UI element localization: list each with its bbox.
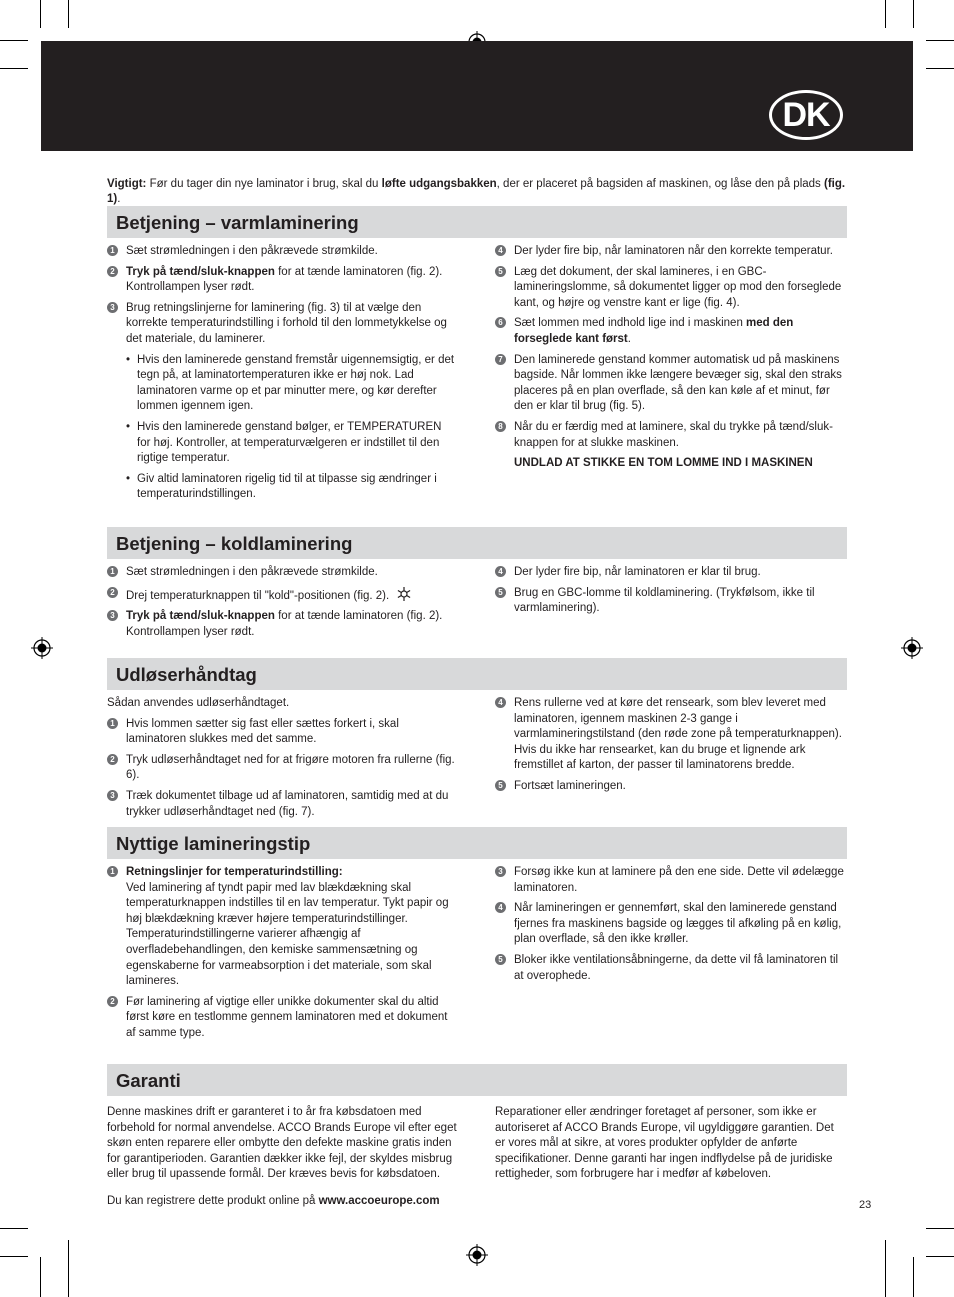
item-text: Drej temperaturknappen til "kold"-positionen (fig. 2). [126,589,390,602]
step-number-icon: 4 [495,902,506,913]
list-item [495,901,847,948]
step-number-icon: 1 [107,866,118,877]
crop-mark [40,1257,41,1297]
item-text: Tryk udløserhåndtaget ned for at frigøre motoren fra rullerne (fig. 6). [126,753,455,782]
list-item [495,586,847,617]
left-column [107,1105,457,1215]
section-title: Betjening – koldlaminering [107,527,847,559]
list-item [495,316,847,347]
list-item [107,244,457,260]
step-number-icon: 5 [495,780,506,791]
intro-bold: løfte udgangsbakken [381,178,497,190]
list-item [495,779,847,795]
step-number-icon: 5 [495,266,506,277]
crop-mark [926,1228,954,1229]
list-item [107,609,457,640]
crop-mark [0,1228,28,1229]
crop-mark [885,1240,886,1297]
intro-text: . [117,193,121,205]
left-column [107,696,457,825]
step-number-icon: 2 [107,587,118,598]
list-item [107,789,457,820]
list-item [107,995,457,1042]
crop-mark [0,40,28,41]
step-number-icon: 3 [495,866,506,877]
step-number-icon: 5 [495,954,506,965]
step-number-icon: 7 [495,354,506,365]
list-item [107,717,457,748]
item-text: Sæt strømledningen i den påkrævede strømkilde. [126,566,378,578]
intro-notice [107,177,847,207]
section-release-lever [107,658,847,825]
list-item [495,865,847,896]
step-number-icon: 1 [107,566,118,577]
section-hot-lamination [107,206,847,508]
item-text: Brug en GBC-lomme til koldlaminering. (Trykfølsom, ikke til varmlaminering). [514,586,815,615]
item-text: for at tænde laminatoren (fig. 2). Kontrollampen lyser rødt. [126,610,443,638]
crop-mark [885,0,886,28]
item-text: Hvis lommen sætter sig fast eller sættes forkert i, skal laminatoren slukkes med det samme. [126,717,399,746]
item-text: Der lyder fire bip, når laminatoren når den korrekte temperatur. [514,245,833,257]
warranty-paragraph: Denne maskines drift er garanteret i to år fra købsdatoen med forbehold for normal anvendelse. ACCO Brands Europe vil efter eget skøn enten reparere eller ombytte den defekte maskine gratis inden for garantiperioden. Garantien dækker ikke fejl, der skyldes misbrug eller brug til upassende formål. Der kræves bevis for købsdatoen. [107,1106,457,1181]
step-number-icon: 6 [495,317,506,328]
snowflake-icon [396,586,412,602]
step-number-icon: 1 [107,245,118,256]
warning-text: UNDLAD AT STIKKE EN TOM LOMME IND I MASKINEN [514,457,813,470]
crop-mark [0,68,28,69]
list-item [107,565,457,581]
step-number-icon: 2 [107,754,118,765]
section-cold-lamination [107,527,847,645]
list-item [107,265,457,296]
crop-mark [68,1240,69,1297]
step-number-icon: 3 [107,790,118,801]
left-column [107,565,457,645]
step-number-icon: 8 [495,421,506,432]
right-column [495,565,847,645]
step-number-icon: 2 [107,266,118,277]
step-number-icon: 1 [107,718,118,729]
crop-mark [0,1256,28,1257]
section-title: Udløserhåndtag [107,658,847,690]
item-bold: Tryk på tænd/sluk-knappen [126,610,275,623]
intro-text: , der er placeret på bagsiden af maskinen, og låse den på plads [496,178,824,190]
item-bold: Tryk på tænd/sluk-knappen [126,265,275,278]
list-item [495,353,847,415]
right-column [495,865,847,1047]
crop-mark [913,0,914,28]
step-number-icon: 3 [107,610,118,621]
list-item [107,301,457,348]
step-number-icon: 5 [495,587,506,598]
item-text: Fortsæt lamineringen. [514,779,626,792]
item-bold: Retningslinjer for temperaturindstilling: [126,866,343,878]
item-text: Før laminering af vigtige eller unikke dokumenter skal du altid først køre en testlomme gennem laminatoren med et dokument af samme type. [126,995,448,1039]
section-title: Nyttige lamineringstip [107,827,847,859]
list-item [107,753,457,784]
list-item [495,265,847,312]
list-item [107,586,457,605]
registration-mark-icon [901,637,923,659]
step-number-icon: 2 [107,996,118,1007]
item-text: Den laminerede genstand kommer automatisk ud på maskinens bagside. Når lommen ikke længere bevæger sig, skal den straks placeres på en plan overflade, så den kan køle af et minut, før den er klar til brug (fig. 5). [514,353,842,413]
right-column [495,696,847,825]
section-intro: Sådan anvendes udløserhåndtaget. [107,697,290,709]
item-text: Sæt lommen med indhold lige ind i maskinen [514,317,747,330]
intro-bold: (fig. 1) [107,178,846,205]
register-paragraph [107,1194,457,1210]
item-text: . [627,332,631,345]
item-text: for at tænde laminatoren (fig. 2). Kontrollampen lyser rødt. [126,265,443,294]
registration-mark-icon [31,637,53,659]
register-text: Du kan registrere dette produkt online på [107,1194,319,1207]
bullet-item: • Hvis den laminerede genstand fremstår uigennemsigtig, er det tegn på, at laminatortemperaturen ikke er høj nok. Lad laminatoren varme op et par minutter mere, og kør derefter lommen igennem igen. [107,353,457,415]
section-title: Betjening – varmlaminering [107,206,847,238]
page-number: 23 [859,1199,872,1211]
language-badge: DK [769,90,843,140]
crop-mark [926,40,954,41]
bullet-item: • Hvis den laminerede genstand bølger, er TEMPERATUREN for høj. Kontroller, at temperaturvælgeren er indstillet til den rigtige temperatur. [107,420,457,467]
register-link[interactable]: www.accoeurope.com [318,1194,440,1207]
section-warranty [107,1064,847,1215]
section-tips [107,827,847,1047]
right-column [495,244,847,508]
list-item [107,865,457,990]
item-text: Når lamineringen er gennemført, skal den laminerede genstand fjernes fra maskinens bagside og lægges til afkøling på en kølig, plan overflade, så den ikke krøller. [514,902,842,946]
step-number-icon: 4 [495,566,506,577]
list-item [495,696,847,774]
item-text: Læg det dokument, der skal lamineres, i en GBC-lamineringslomme, så dokumentet ligger op mod den forseglede kant, og højre og venstre kant er lige (fig. 4). [514,265,842,309]
intro-text: Før du tager din nye laminator i brug, skal du [146,178,382,190]
step-number-icon: 4 [495,697,506,708]
right-column [495,1105,847,1215]
item-text: Når du er færdig med at laminere, skal du trykke på tænd/sluk-knappen for at slukke maskinen. [514,420,833,449]
left-column [107,244,457,508]
crop-mark [926,1256,954,1257]
item-text: Forsøg ikke kun at laminere på den ene side. Dette vil ødelægge laminatoren. [514,866,844,894]
step-number-icon: 3 [107,302,118,313]
item-bold: med den forseglede kant først [514,317,794,345]
registration-mark-icon [466,1244,488,1266]
item-text: Bloker ikke ventilationsåbningerne, da dette vil få laminatoren til at overophede. [514,953,839,982]
crop-mark [913,1257,914,1297]
crop-mark [68,0,69,28]
item-text: Rens rullerne ved at køre det renseark, som blev leveret med laminatoren, igennem maskinen 2-3 gange i varmlamineringstilstand (den røde zone på temperaturknappen). Hvis du ikke har rensearket, kan du bruge et lignende ark fremstillet af karton, der passer til laminatorens bredde. [514,697,842,772]
list-item [495,420,847,451]
bullet-item: • Giv altid laminatoren rigelig tid til at tilpasse sig ændringer i temperaturindstillingen. [107,472,457,503]
item-text: Træk dokumentet tilbage ud af laminatoren, samtidig med at du trykker udløserhåndtaget ned (fig. 7). [126,789,449,818]
item-text: Der lyder fire bip, når laminatoren er klar til brug. [514,566,761,578]
item-text: Sæt strømledningen i den påkrævede strømkilde. [126,245,378,257]
section-title: Garanti [107,1064,847,1096]
warranty-paragraph: Reparationer eller ændringer foretaget af personer, som ikke er autoriseret af ACCO Brands Europe, vil ugyldiggøre garantien. Det er vores mål at sikre, at vores produkter opfylder de anførte specifikationer. Denne garanti har ingen indflydelse på de juridiske rettigheder, som forbrugere har i medfør af købeloven. [495,1106,834,1181]
list-item [495,953,847,984]
intro-lead: Vigtigt: [107,178,147,190]
item-text: Brug retningslinjerne for laminering (fig. 3) til at vælge den korrekte temperaturindstilling i forhold til den lommetykkelse og det materiale, du laminerer. [126,301,447,345]
left-column [107,865,457,1047]
list-item [495,244,847,260]
list-item [495,565,847,581]
step-number-icon: 4 [495,245,506,256]
crop-mark [926,68,954,69]
item-text: Ved laminering af tyndt papir med lav blækdækning skal temperaturknappen indstilles til en lav temperatur. Tykt papir og høj blækdækning kræver højere temperaturindstillinger. Temperaturindstillingerne varierer afhængig af overfladebehandlingen, den kemiske sammensætning og egenskaberne for varmeabsorption i det materiale, som skal lamineres. [126,881,449,988]
crop-mark [40,0,41,28]
